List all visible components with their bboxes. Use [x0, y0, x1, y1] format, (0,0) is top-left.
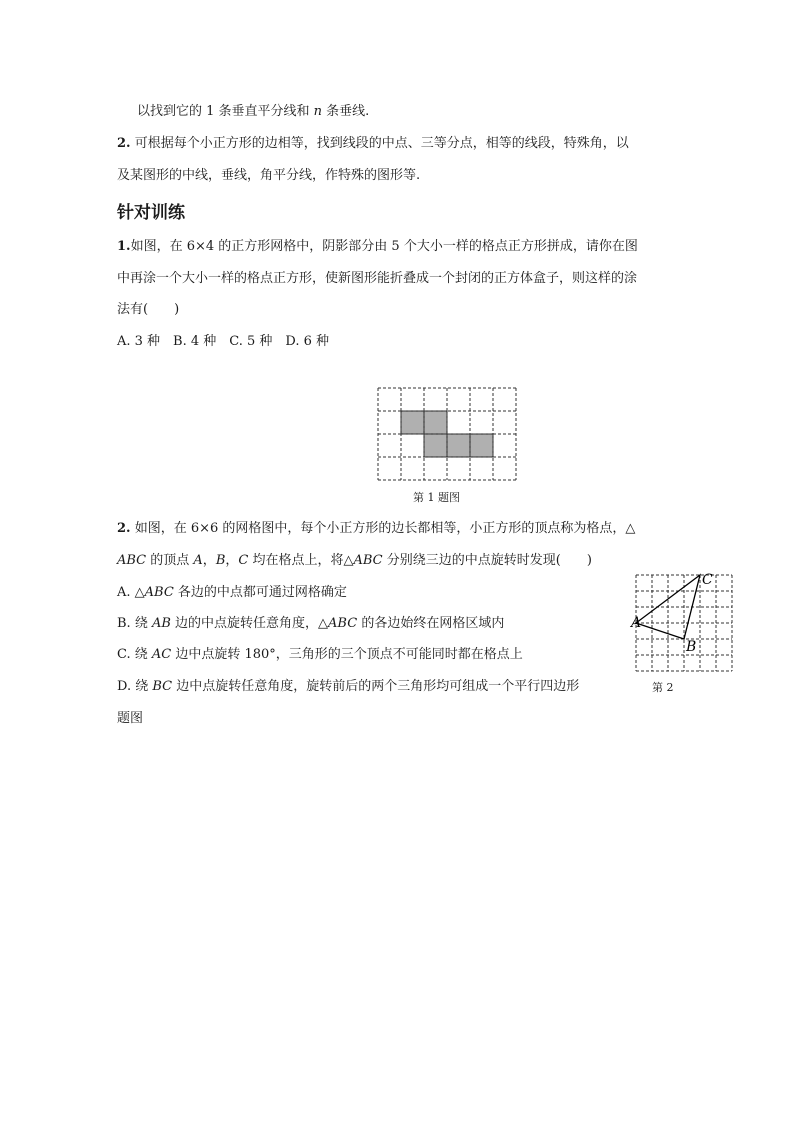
- q2-option-d: [117, 678, 579, 696]
- option-text: A. △: [117, 585, 145, 600]
- q2-grid-figure: [631, 572, 732, 671]
- intro-item-2-line-2: 及某图形的中线，垂线，角平分线，作特殊的图形等.: [117, 168, 421, 183]
- vertex-label-a: A: [631, 615, 642, 631]
- question-text: 如图，在 6×4 的正方形网格中，阴影部分由 5 个大小一样的格点正方形拼成，请你在图: [130, 239, 638, 254]
- var-a: A: [193, 553, 203, 568]
- question-number: 2.: [117, 521, 131, 536]
- option-text: 边的中点旋转任意角度，△: [170, 616, 329, 631]
- q1-line-1: [117, 238, 638, 256]
- q2-option-b: [117, 615, 504, 633]
- option-text: 边中点旋转 180°，三角形的三个顶点不可能同时都在格点上: [171, 647, 523, 662]
- section-title: 针对训练: [117, 203, 185, 223]
- question-text: 如图，在 6×6 的网格图中，每个小正方形的边长都相等，小正方形的顶点称为格点，△: [130, 521, 636, 536]
- q2-line-2: [117, 552, 592, 570]
- question-text: 均在格点上，将△: [248, 553, 354, 568]
- question-text: 分别绕三边的中点旋转时发现( ): [382, 553, 592, 568]
- var-ab: AB: [151, 616, 171, 631]
- question-text: ，: [225, 553, 239, 568]
- var-c: C: [238, 553, 249, 568]
- var-n: n: [313, 104, 323, 119]
- intro-text: 条垂线.: [322, 104, 370, 119]
- option-text: 的各边始终在网格区域内: [357, 616, 505, 631]
- shaded-square: [401, 411, 424, 434]
- var-bc: BC: [152, 679, 173, 694]
- shaded-square: [447, 434, 470, 457]
- intro-text: 以找到它的 1 条垂直平分线和: [137, 104, 314, 119]
- q1-line-3: 法有( ): [117, 302, 180, 317]
- shaded-square: [470, 434, 493, 457]
- vertex-label-b: B: [686, 639, 697, 655]
- q1-grid-figure: [378, 388, 516, 480]
- option-text: D. 绕: [117, 679, 153, 694]
- q1-line-2: 中再涂一个大小一样的格点正方形，使新图形能折叠成一个封闭的正方体盒子，则这样的涂: [117, 271, 638, 286]
- shaded-square: [424, 411, 447, 434]
- q1-options: A. 3 种 B. 4 种 C. 5 种 D. 6 种: [117, 334, 330, 349]
- var-abc: ABC: [328, 616, 358, 631]
- question-text: 的顶点: [146, 553, 194, 568]
- var-ac: AC: [151, 647, 172, 662]
- shaded-square: [424, 434, 447, 457]
- intro-text: 可根据每个小正方形的边相等，找到线段的中点、三等分点，相等的线段，特殊角，以: [130, 136, 629, 151]
- option-text: 边中点旋转任意角度，旋转前后的两个三角形均可组成一个平行四边形: [172, 679, 580, 694]
- q2-figure-caption: 第 2: [652, 681, 674, 694]
- q2-line-1: [117, 520, 635, 538]
- var-abc: ABC: [144, 585, 174, 600]
- question-text: ，: [202, 553, 216, 568]
- q2-option-c: [117, 646, 523, 664]
- option-text: B. 绕: [117, 616, 152, 631]
- option-text: 各边的中点都可通过网格确定: [173, 585, 347, 600]
- q2-option-a: [117, 584, 347, 602]
- question-number: 1.: [117, 239, 131, 254]
- intro-item-2-line-1: [117, 135, 629, 153]
- item-number: 2.: [117, 136, 131, 151]
- vertex-label-c: C: [702, 572, 713, 588]
- var-abc: ABC: [117, 553, 147, 568]
- q1-figure-caption: 第 1 题图: [413, 491, 460, 504]
- var-abc: ABC: [353, 553, 383, 568]
- option-text: C. 绕: [117, 647, 152, 662]
- intro-line-1: [137, 103, 369, 121]
- q2-option-d-continued: 题图: [117, 711, 144, 726]
- var-b: B: [215, 553, 226, 568]
